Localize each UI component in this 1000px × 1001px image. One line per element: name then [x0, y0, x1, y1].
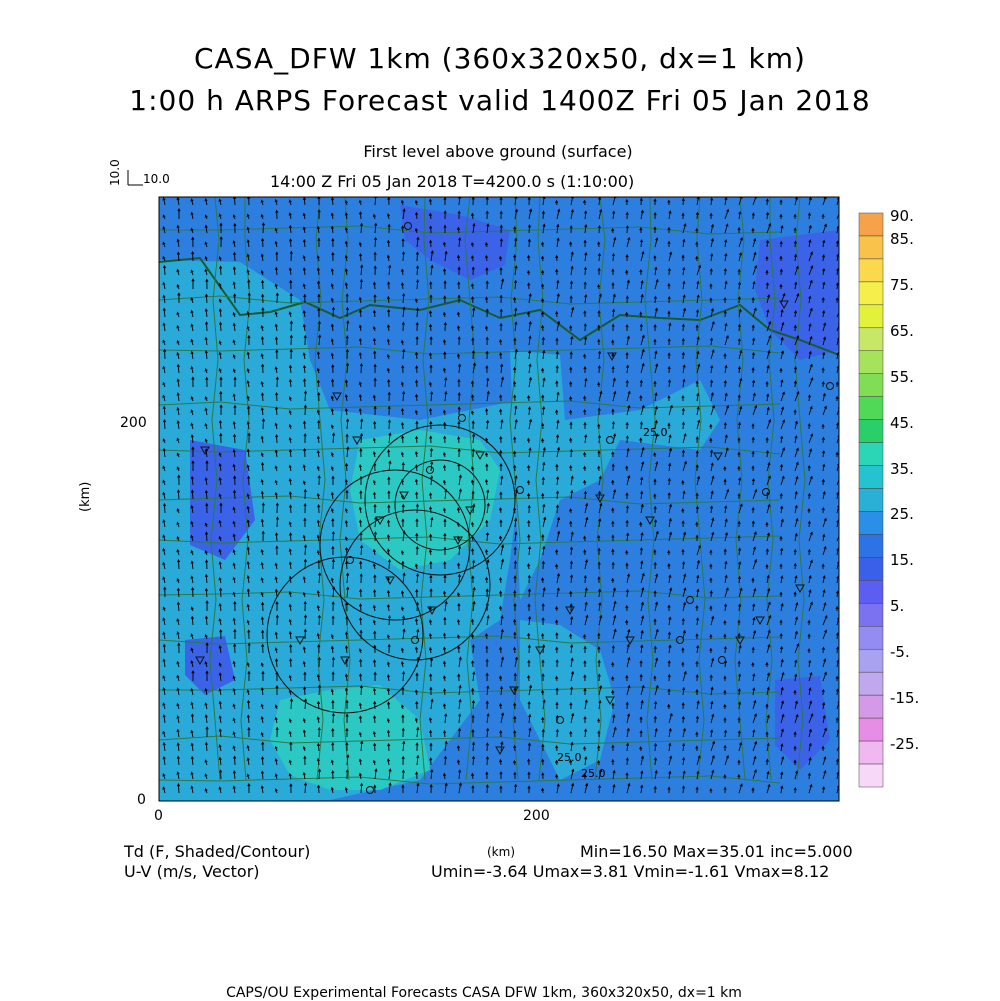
vector-field-label: U-V (m/s, Vector): [124, 862, 260, 881]
colorbar-swatch: [859, 718, 883, 741]
colorbar-swatch: [859, 328, 883, 351]
colorbar-swatch: [859, 534, 883, 557]
colorbar-label: 5.: [890, 597, 905, 616]
x-tick-0: 0: [154, 808, 163, 824]
colorbar-label: -5.: [890, 643, 910, 662]
colorbar-swatch: [859, 259, 883, 282]
title-line-1: CASA_DFW 1km (360x320x50, dx=1 km): [194, 42, 806, 75]
y-tick-200: 200: [120, 415, 147, 431]
colorbar-label: 75.: [890, 275, 914, 294]
colorbar-swatch: [859, 557, 883, 580]
colorbar-swatch: [859, 351, 883, 374]
contour-label-2: 25.0: [557, 751, 582, 764]
reference-vector-label-v: 10.0: [108, 159, 122, 186]
colorbar-label: 25.: [890, 505, 914, 524]
x-axis-label: (km): [487, 845, 516, 859]
colorbar-swatch: [859, 282, 883, 305]
level-subtitle: First level above ground (surface): [363, 142, 633, 161]
stats-line-1: Min=16.50 Max=35.01 inc=5.000: [580, 842, 853, 861]
colorbar-label: 65.: [890, 321, 914, 340]
colorbar-label: 90.: [890, 207, 914, 225]
colorbar-swatch: [859, 236, 883, 259]
colorbar-label: -25.: [890, 735, 920, 754]
colorbar-swatch: [859, 374, 883, 397]
colorbar-label: 55.: [890, 367, 914, 386]
colorbar: [859, 213, 883, 787]
colorbar-swatch: [859, 764, 883, 787]
y-tick-0: 0: [137, 792, 146, 808]
colorbar-swatch: [859, 672, 883, 695]
colorbar-label: 85.: [890, 229, 914, 248]
title-line-2: 1:00 h ARPS Forecast valid 1400Z Fri 05 Jan 2018: [129, 84, 871, 117]
colorbar-label: -15.: [890, 689, 920, 708]
colorbar-label: 45.: [890, 413, 914, 432]
colorbar-swatch: [859, 511, 883, 534]
contour-label-1: 25.0: [643, 426, 668, 439]
colorbar-swatch: [859, 305, 883, 328]
stats-line-2: Umin=-3.64 Umax=3.81 Vmin=-1.61 Vmax=8.12: [431, 862, 830, 881]
y-axis-label: (km): [78, 481, 93, 512]
colorbar-swatch: [859, 443, 883, 466]
colorbar-swatch: [859, 213, 883, 236]
footer-credit: CAPS/OU Experimental Forecasts CASA DFW 1km, 360x320x50, dx=1 km: [226, 985, 742, 1001]
time-subtitle: 14:00 Z Fri 05 Jan 2018 T=4200.0 s (1:10:00): [270, 172, 635, 191]
colorbar-swatch: [859, 420, 883, 443]
colorbar-swatch: [859, 695, 883, 718]
colorbar-swatch: [859, 603, 883, 626]
reference-vector-label-h: 10.0: [143, 172, 170, 186]
colorbar-label: 35.: [890, 459, 914, 478]
x-tick-200: 200: [523, 808, 550, 824]
colorbar-swatch: [859, 626, 883, 649]
colorbar-swatch: [859, 649, 883, 672]
reference-vector: [128, 170, 143, 185]
colorbar-swatch: [859, 741, 883, 764]
shaded-field-label: Td (F, Shaded/Contour): [124, 842, 311, 861]
colorbar-label: 15.: [890, 551, 914, 570]
contour-label-3: 25.0: [581, 767, 606, 780]
colorbar-swatch: [859, 489, 883, 512]
colorbar-swatch: [859, 397, 883, 420]
colorbar-swatch: [859, 580, 883, 603]
colorbar-swatch: [859, 466, 883, 489]
